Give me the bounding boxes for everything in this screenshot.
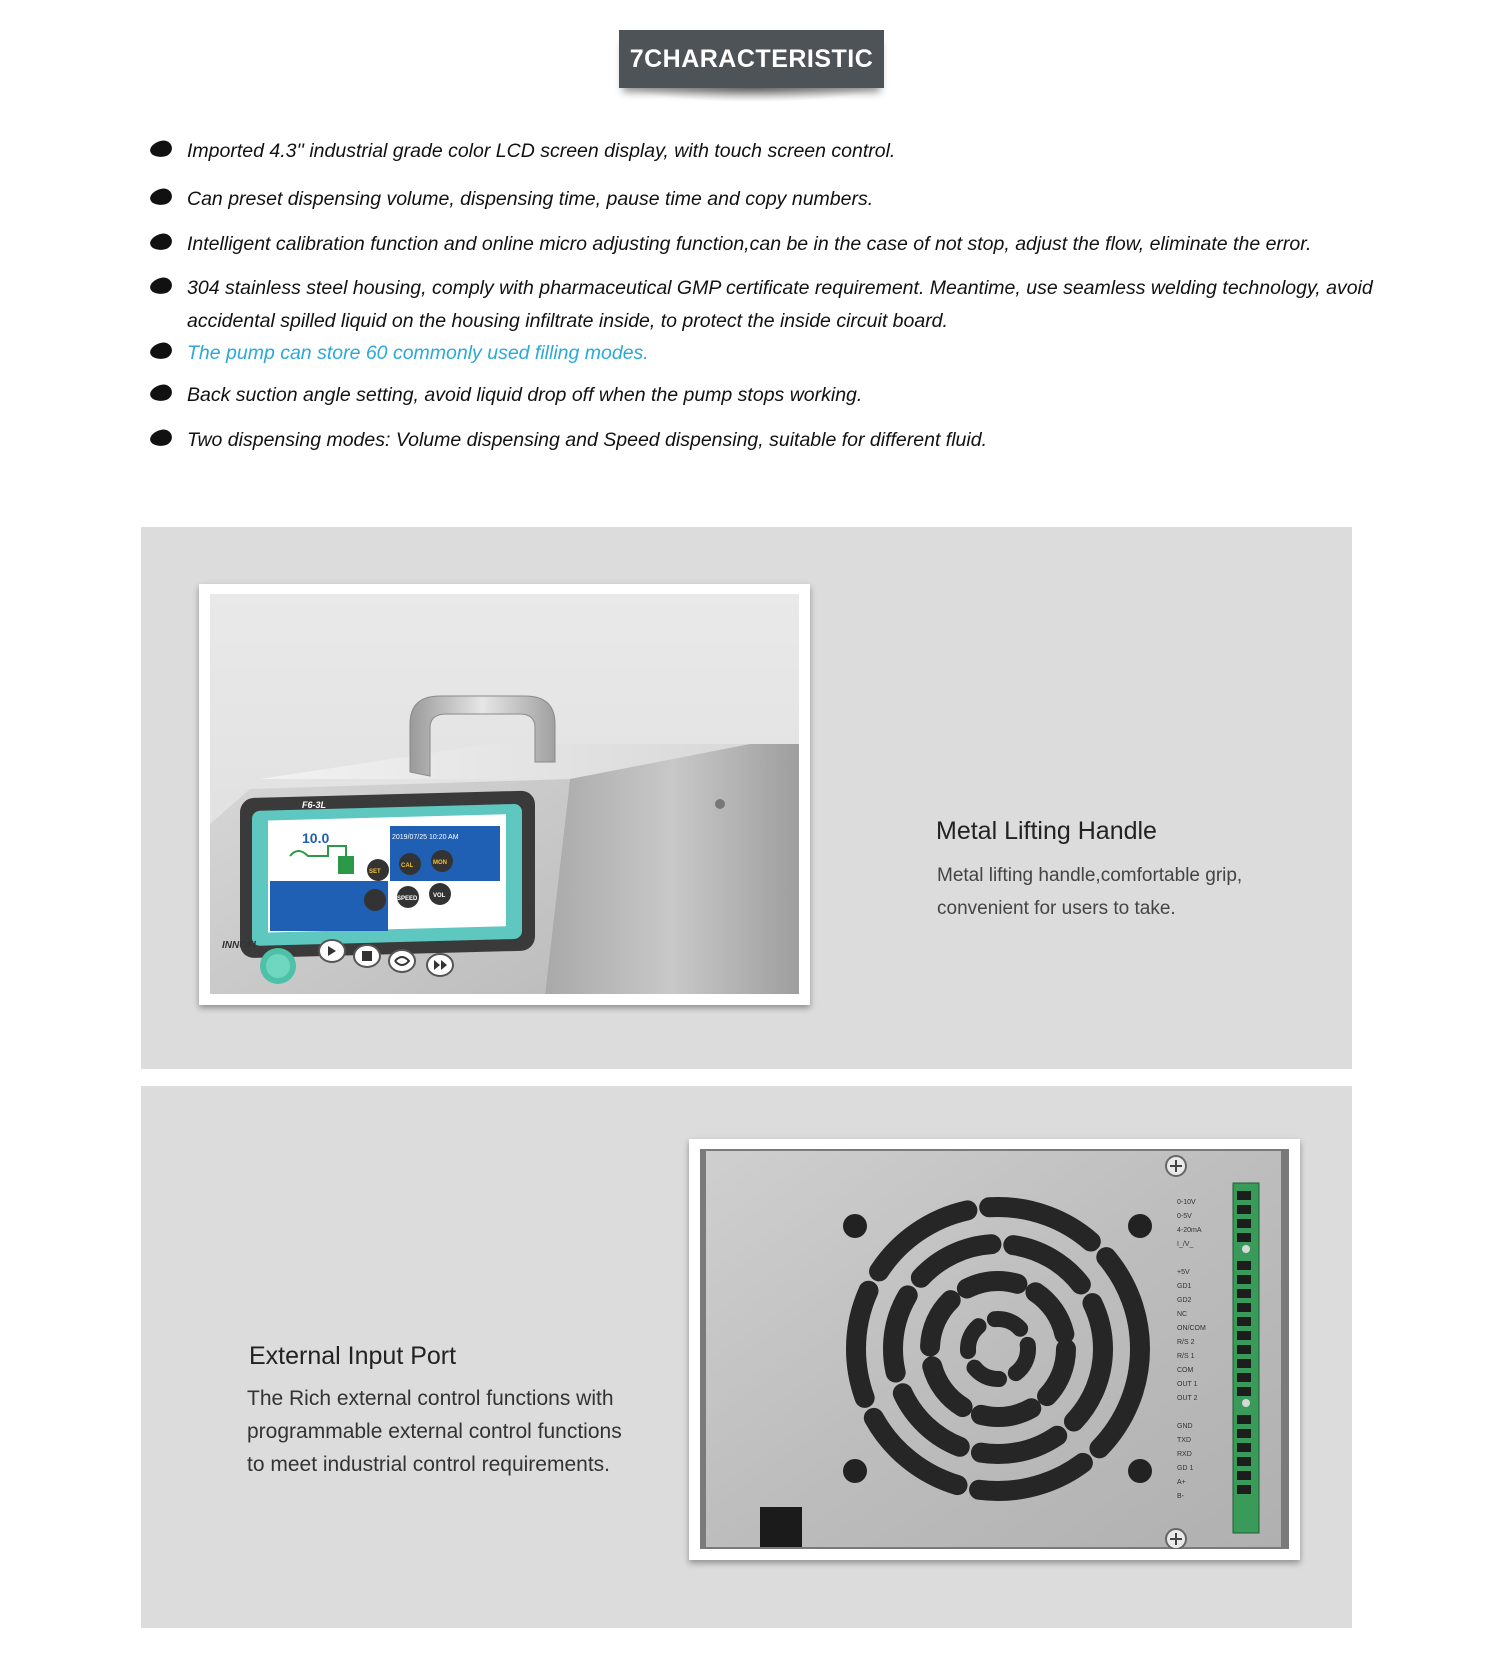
handle-title: Metal Lifting Handle <box>936 817 1157 845</box>
bullet-icon <box>149 139 174 159</box>
terminal-label: +5V <box>1177 1269 1190 1276</box>
feature-text: Back suction angle setting, avoid liquid drop off when the pump stops working. <box>187 384 863 406</box>
feature-text: Imported 4.3'' industrial grade color LCD screen display, with touch screen control. <box>187 140 896 162</box>
bullet-icon <box>149 341 174 361</box>
bullet-icon <box>149 276 174 296</box>
terminal-label: TXD <box>1177 1437 1191 1444</box>
terminal-label: RXD <box>1177 1451 1192 1458</box>
terminal-label: ON/COM <box>1177 1325 1206 1332</box>
terminal-label: OUT 1 <box>1177 1381 1198 1388</box>
terminal-label: NC <box>1177 1311 1188 1318</box>
terminal-label: I_/V_ <box>1177 1241 1194 1248</box>
feature-item <box>150 183 1400 216</box>
brand-logo: INNOFI <box>222 940 256 951</box>
terminal-label: R/S 1 <box>1177 1353 1195 1360</box>
bullet-icon <box>149 187 174 207</box>
terminal-label: 4-20mA <box>1177 1227 1202 1234</box>
screen-icon-set: SET <box>369 869 381 875</box>
screen-date: 2019/07/25 10:20 AM <box>392 834 459 841</box>
terminal-label: R/S 2 <box>1177 1339 1195 1346</box>
port-photo-frame <box>689 1139 1300 1560</box>
feature-text: Can preset dispensing volume, dispensing time, pause time and copy numbers. <box>187 188 874 210</box>
port-panel <box>141 1086 1352 1628</box>
feature-text: Intelligent calibration function and online micro adjusting function,can be in the case of not stop, adjust the flow, eliminate the error. <box>187 233 1312 255</box>
feature-item <box>150 424 1400 457</box>
screen-icon-mon: MON <box>433 860 447 866</box>
handle-photo <box>210 594 799 994</box>
feature-text: 304 stainless steel housing, comply with pharmaceutical GMP certificate requirement. Meantime, use seamless welding technology, avoid accidental spilled liquid on the housing infiltrate inside, to protect the inside circuit board. <box>187 277 1373 332</box>
screen-icon-speed: SPEED <box>397 896 418 902</box>
feature-text: The pump can store 60 commonly used filling modes. <box>187 342 649 364</box>
port-description: The Rich external control functions with programmable external control functions to meet industrial control requirements. <box>247 1387 622 1476</box>
terminal-label: GD2 <box>1177 1297 1192 1304</box>
rear-panel-illustration <box>700 1149 1289 1549</box>
title-shadow <box>630 88 875 102</box>
terminal-label: GD 1 <box>1177 1465 1194 1472</box>
feature-item <box>150 135 1400 168</box>
section-title: 7CHARACTERISTIC <box>619 30 884 88</box>
handle-photo-frame <box>199 584 810 1005</box>
terminal-label: COM <box>1177 1367 1194 1374</box>
screen-readout: 10.0 <box>302 830 330 846</box>
screen-icon-vol: VOL <box>433 893 446 899</box>
handle-panel <box>141 527 1352 1069</box>
terminal-label: GD1 <box>1177 1283 1192 1290</box>
bullet-icon <box>149 428 174 448</box>
screen-icon-cal: CAL <box>401 863 414 869</box>
feature-item <box>150 379 1400 412</box>
bullet-icon <box>149 383 174 403</box>
handle-description: Metal lifting handle,comfortable grip, convenient for users to take. <box>937 865 1243 919</box>
model-label: F6-3L <box>302 800 327 810</box>
terminal-label: 0-10V <box>1177 1199 1196 1206</box>
pump-front-illustration <box>210 594 799 994</box>
feature-text: Two dispensing modes: Volume dispensing and Speed dispensing, suitable for different fluid. <box>187 429 987 451</box>
feature-item <box>150 272 1400 338</box>
terminal-label: B- <box>1177 1493 1184 1500</box>
feature-item-highlight <box>150 337 1400 370</box>
bullet-icon <box>149 232 174 252</box>
terminal-label: OUT 2 <box>1177 1395 1198 1402</box>
feature-item <box>150 228 1400 261</box>
terminal-label: GND <box>1177 1423 1193 1430</box>
port-title: External Input Port <box>249 1342 457 1370</box>
terminal-block <box>1233 1183 1259 1533</box>
terminal-label: 0-5V <box>1177 1213 1192 1220</box>
terminal-label: A+ <box>1177 1479 1186 1486</box>
port-photo <box>700 1149 1289 1549</box>
